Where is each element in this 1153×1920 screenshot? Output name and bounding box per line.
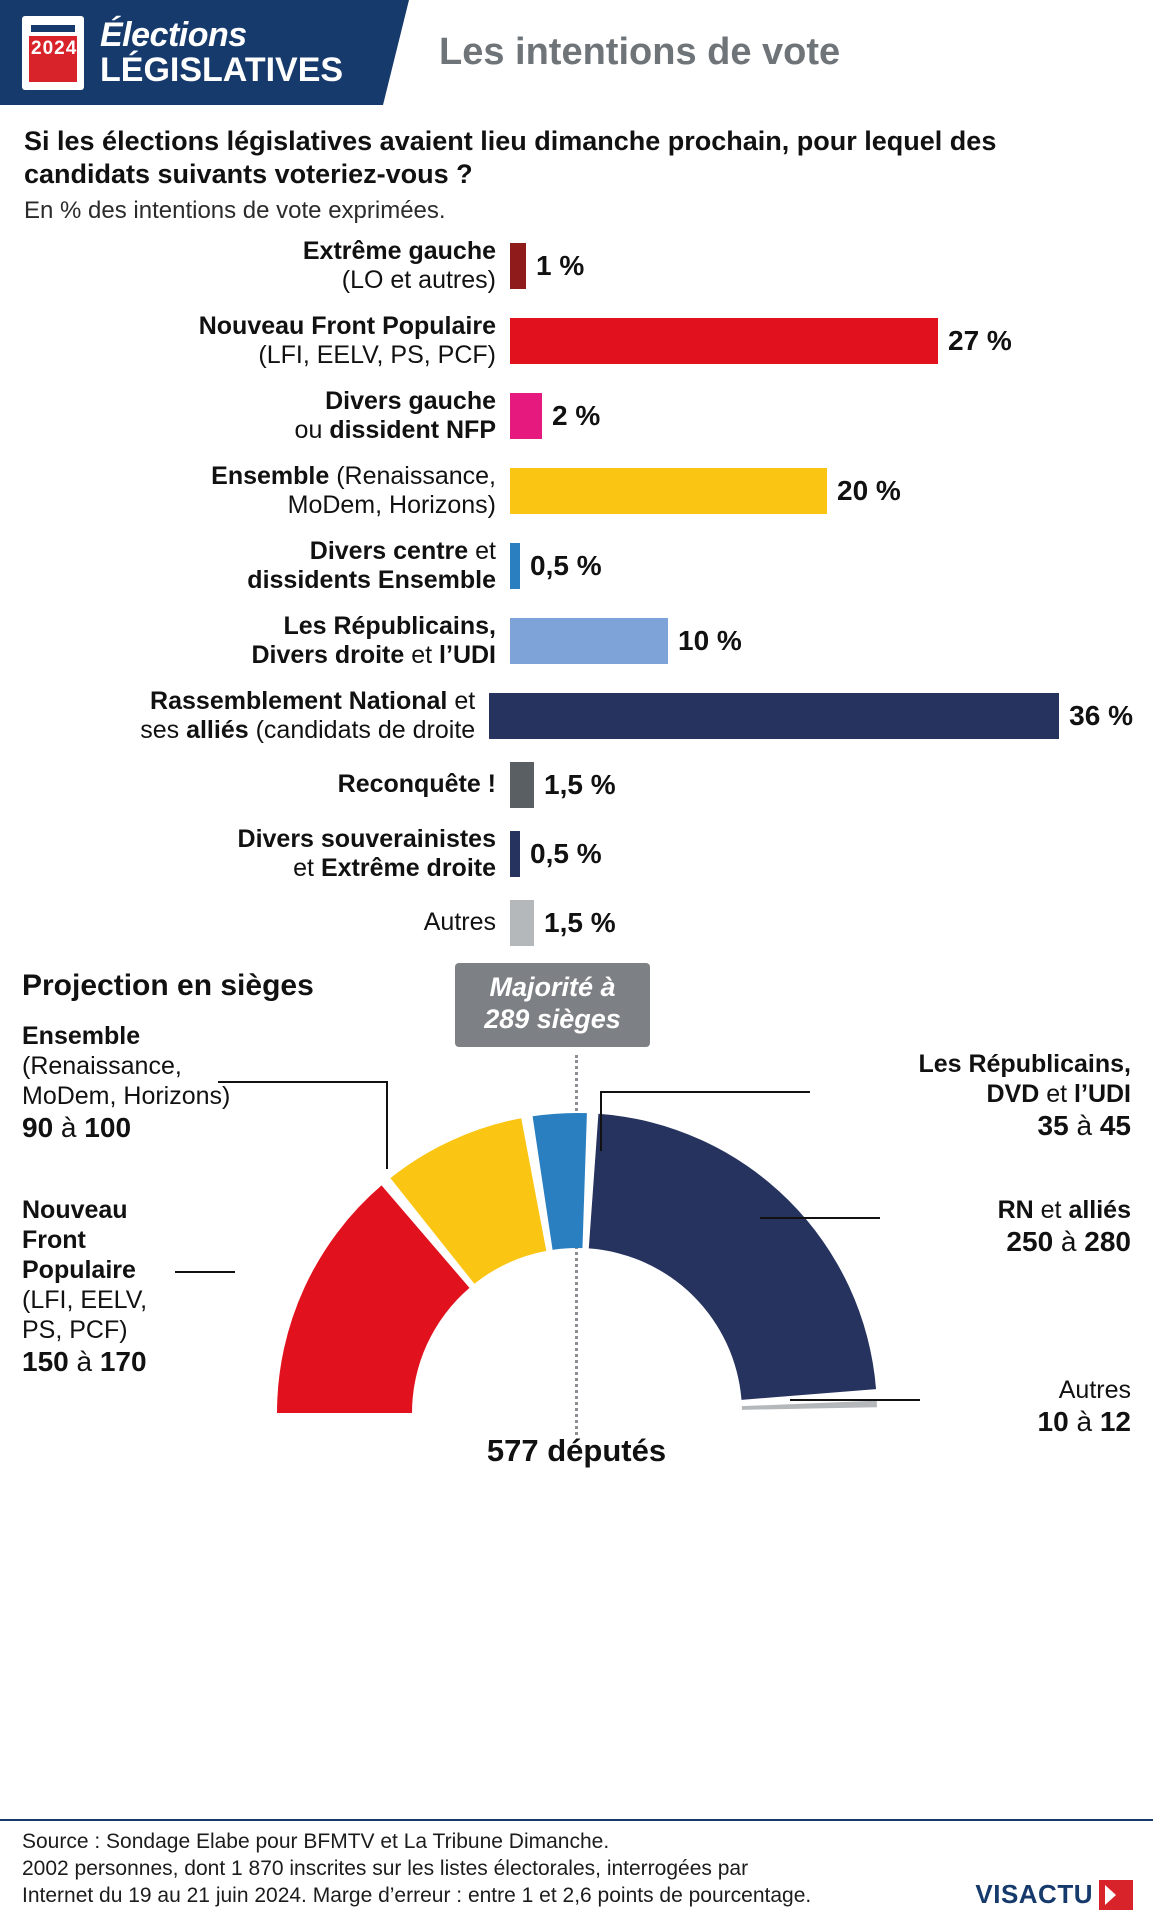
bar-value-label: 27 % <box>948 324 1012 356</box>
bar-value-label: 0,5 % <box>530 549 602 581</box>
bar-value-label: 1,5 % <box>544 906 616 938</box>
bar-fill <box>510 831 520 877</box>
label-lr: Les Républicains, DVD et l’UDI 35 à 45 <box>918 1049 1131 1141</box>
bar-value-label: 36 % <box>1069 699 1133 731</box>
bar-fill <box>510 900 534 946</box>
bar-value-label: 2 % <box>552 399 601 431</box>
bar-label: Nouveau Front Populaire (LFI, EELV, PS, PCF) <box>198 311 496 369</box>
bar-row <box>0 687 1133 745</box>
header-subtitle-area <box>383 0 1153 105</box>
label-ensemble: Ensemble (Renaissance, MoDem, Horizons) 90 à 100 <box>22 1021 231 1143</box>
bar-label: Autres <box>423 908 496 937</box>
donut-segment <box>588 1114 875 1400</box>
bar-track <box>510 762 1133 808</box>
bar-row <box>0 462 1133 520</box>
bar-track <box>510 618 1133 664</box>
bar-track <box>510 831 1133 877</box>
bar-row <box>0 900 1133 946</box>
source-text <box>22 1829 811 1910</box>
bar-label: Reconquête ! <box>337 770 496 799</box>
bar-row <box>0 312 1133 370</box>
majority-line2: 289 sièges <box>484 1003 621 1034</box>
vote-intentions-bar-chart <box>0 237 1153 946</box>
ballot-box-icon <box>22 16 84 90</box>
bar-fill <box>510 393 542 439</box>
majority-badge <box>455 963 650 1047</box>
bar-value-label: 20 % <box>837 474 901 506</box>
bar-row <box>0 612 1133 670</box>
bar-track <box>510 318 1133 364</box>
leader-line-lr-v <box>600 1091 602 1151</box>
question-block <box>0 105 1153 225</box>
visactu-mark-icon <box>1099 1880 1133 1910</box>
header-year: 2024 <box>31 37 78 59</box>
header-title-block <box>100 15 344 89</box>
bar-label: Rassemblement National et ses alliés (candidats de droite <box>140 686 476 744</box>
bar-value-label: 10 % <box>678 624 742 656</box>
source-line2: 2002 personnes, dont 1 870 inscrites sur les listes électorales, interrogées par <box>22 1857 749 1881</box>
label-nfp: Nouveau Front Populaire (LFI, EELV, PS, PCF) 150 à 170 <box>22 1195 148 1377</box>
bar-fill <box>510 468 827 514</box>
leader-line-lr <box>600 1091 810 1093</box>
bar-fill <box>510 762 534 808</box>
header-line1: Élections <box>100 15 247 54</box>
leader-line-ensemble-v <box>386 1081 388 1169</box>
seat-projection-title: Projection en sièges <box>22 968 314 1002</box>
seat-projection-section <box>0 963 1153 1523</box>
bar-row <box>0 825 1133 883</box>
label-autres: Autres 10 à 12 <box>1037 1375 1131 1437</box>
bar-label: Divers gauche ou dissident NFP <box>294 386 496 444</box>
bar-label: Divers souverainistes et Extrême droite <box>237 824 496 882</box>
donut-segment <box>741 1400 876 1409</box>
bar-row <box>0 387 1133 445</box>
header <box>0 0 1153 105</box>
bar-row <box>0 762 1133 808</box>
bar-fill <box>510 318 938 364</box>
question-subtitle: En % des intentions de vote exprimées. <box>24 196 446 224</box>
bar-track <box>510 543 1133 589</box>
bar-fill <box>510 618 668 664</box>
label-rn: RN et alliés 250 à 280 <box>997 1195 1131 1257</box>
bar-fill <box>510 243 526 289</box>
page-title: Les intentions de vote <box>439 31 841 73</box>
majority-line1: Majorité à <box>489 971 616 1002</box>
bar-label: Extrême gauche (LO et autres) <box>302 236 496 294</box>
ballot-slot <box>31 25 75 32</box>
bar-row <box>0 537 1133 595</box>
source-line3: Internet du 19 au 21 juin 2024. Marge d’erreur : entre 1 et 2,6 points de pourcentage. <box>22 1884 812 1908</box>
total-deputies-label: 577 députés <box>486 1432 667 1468</box>
bar-fill <box>510 543 520 589</box>
source-line1: Source : Sondage Elabe pour BFMTV et La Tribune Dimanche. <box>22 1830 610 1854</box>
bar-value-label: 1,5 % <box>544 768 616 800</box>
visactu-label: VISACTU <box>975 1879 1093 1909</box>
bar-label: Ensemble (Renaissance, MoDem, Horizons) <box>211 461 496 519</box>
bar-label: Divers centre et dissidents Ensemble <box>247 536 496 594</box>
bar-track <box>510 900 1133 946</box>
bar-fill <box>489 693 1059 739</box>
header-brand <box>0 0 383 105</box>
bar-value-label: 0,5 % <box>530 837 602 869</box>
bar-row <box>0 237 1133 295</box>
header-line2: LÉGISLATIVES <box>100 50 344 89</box>
bar-track <box>510 243 1133 289</box>
footer <box>0 1819 1153 1920</box>
visactu-logo <box>975 1879 1133 1910</box>
bar-label: Les Républicains, Divers droite et l’UDI <box>251 611 496 669</box>
bar-track <box>489 693 1133 739</box>
bar-track <box>510 393 1133 439</box>
bar-value-label: 1 % <box>536 249 585 281</box>
question-text: Si les élections législatives avaient lieu dimanche prochain, pour lequel des candidats suivants voteriez-vous ? <box>24 126 997 189</box>
bar-track <box>510 468 1133 514</box>
